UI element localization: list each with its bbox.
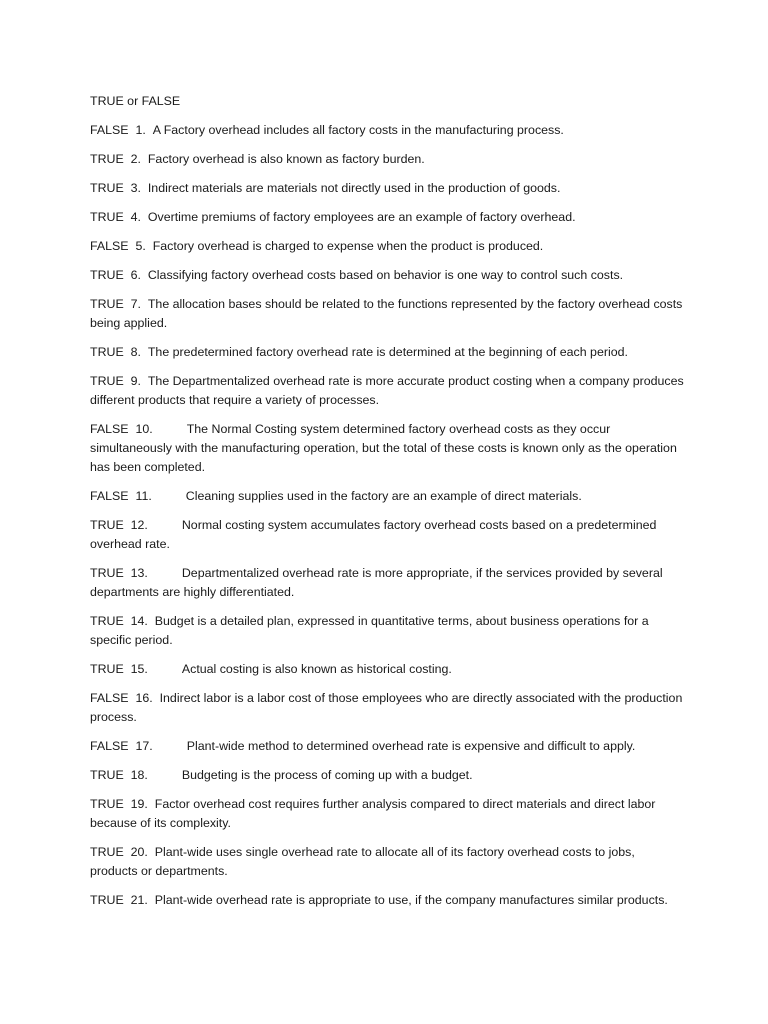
question-item xyxy=(90,121,685,140)
question-item xyxy=(90,150,685,169)
document-heading: TRUE or FALSE xyxy=(90,94,181,108)
answer-label: TRUE xyxy=(90,768,124,782)
question-statement: Plant-wide overhead rate is appropriate to use, if the company manufactures similar products. xyxy=(154,893,668,907)
answer-label: TRUE xyxy=(90,374,124,388)
question-number: 16. xyxy=(135,691,153,705)
question-statement: Classifying factory overhead costs based on behavior is one way to control such costs. xyxy=(147,268,624,282)
question-statement: The Departmentalized overhead rate is more accurate product costing when a company produces different products that require a variety of processes. xyxy=(90,374,684,407)
question-item xyxy=(90,660,685,679)
answer-label: TRUE xyxy=(90,210,124,224)
question-statement: Indirect materials are materials not directly used in the production of goods. xyxy=(147,181,561,195)
question-item xyxy=(90,179,685,198)
answer-label: TRUE xyxy=(90,662,124,676)
question-item xyxy=(90,891,685,910)
question-list xyxy=(90,121,685,910)
answer-label: TRUE xyxy=(90,797,124,811)
question-statement: Departmentalized overhead rate is more appropriate, if the services provided by several departments are highly differentiated. xyxy=(90,566,663,599)
question-statement: The Normal Costing system determined factory overhead costs as they occur simultaneously with the manufacturing operation, but the total of these costs is known only as the operation has been completed. xyxy=(90,422,677,474)
question-item xyxy=(90,343,685,362)
question-item xyxy=(90,737,685,756)
question-item xyxy=(90,795,685,833)
question-item xyxy=(90,372,685,410)
question-number: 7. xyxy=(130,297,141,311)
question-statement: A Factory overhead includes all factory costs in the manufacturing process. xyxy=(152,123,564,137)
question-number: 14. xyxy=(130,614,148,628)
question-statement: Cleaning supplies used in the factory are an example of direct materials. xyxy=(185,489,582,503)
question-item xyxy=(90,420,685,477)
question-statement: Plant-wide uses single overhead rate to allocate all of its factory overhead costs to jobs, products or departments. xyxy=(90,845,635,878)
question-number: 2. xyxy=(130,152,141,166)
question-number: 20. xyxy=(130,845,148,859)
question-item xyxy=(90,487,685,506)
question-item xyxy=(90,237,685,256)
question-number: 4. xyxy=(130,210,141,224)
question-statement: Budget is a detailed plan, expressed in quantitative terms, about business operations for a specific period. xyxy=(90,614,649,647)
question-number: 10. xyxy=(135,422,153,436)
answer-label: FALSE xyxy=(90,422,129,436)
question-number: 11. xyxy=(135,489,152,503)
answer-label: FALSE xyxy=(90,489,129,503)
question-number: 17. xyxy=(135,739,153,753)
question-item xyxy=(90,843,685,881)
question-number: 8. xyxy=(130,345,141,359)
answer-label: TRUE xyxy=(90,268,124,282)
question-statement: Factory overhead is also known as factory burden. xyxy=(147,152,425,166)
answer-label: TRUE xyxy=(90,845,124,859)
question-statement: Plant-wide method to determined overhead rate is expensive and difficult to apply. xyxy=(186,739,636,753)
answer-label: FALSE xyxy=(90,691,129,705)
question-statement: Factor overhead cost requires further analysis compared to direct materials and direct labor because of its complexity. xyxy=(90,797,656,830)
document-body xyxy=(90,92,685,920)
question-statement: The predetermined factory overhead rate is determined at the beginning of each period. xyxy=(147,345,628,359)
answer-label: TRUE xyxy=(90,152,124,166)
question-number: 18. xyxy=(130,768,148,782)
answer-label: TRUE xyxy=(90,614,124,628)
question-number: 19. xyxy=(130,797,148,811)
question-statement: Factory overhead is charged to expense when the product is produced. xyxy=(152,239,544,253)
answer-label: TRUE xyxy=(90,297,124,311)
question-number: 1. xyxy=(135,123,146,137)
question-number: 9. xyxy=(130,374,141,388)
question-item xyxy=(90,564,685,602)
answer-label: FALSE xyxy=(90,739,129,753)
question-number: 5. xyxy=(135,239,146,253)
answer-label: TRUE xyxy=(90,566,124,580)
question-item xyxy=(90,208,685,227)
question-item xyxy=(90,766,685,785)
question-statement: Budgeting is the process of coming up with a budget. xyxy=(181,768,473,782)
answer-label: FALSE xyxy=(90,239,129,253)
question-item xyxy=(90,266,685,285)
answer-label: TRUE xyxy=(90,893,124,907)
question-item xyxy=(90,689,685,727)
answer-label: FALSE xyxy=(90,123,129,137)
question-item xyxy=(90,612,685,650)
answer-label: TRUE xyxy=(90,518,124,532)
question-item xyxy=(90,295,685,333)
question-number: 13. xyxy=(130,566,148,580)
answer-label: TRUE xyxy=(90,345,124,359)
question-statement: Actual costing is also known as historical costing. xyxy=(181,662,452,676)
question-number: 15. xyxy=(130,662,148,676)
answer-label: TRUE xyxy=(90,181,124,195)
question-number: 6. xyxy=(130,268,141,282)
question-statement: Indirect labor is a labor cost of those employees who are directly associated with the production process. xyxy=(90,691,683,724)
question-number: 3. xyxy=(130,181,141,195)
question-number: 12. xyxy=(130,518,148,532)
question-statement: Overtime premiums of factory employees are an example of factory overhead. xyxy=(147,210,576,224)
question-item xyxy=(90,516,685,554)
question-statement: The allocation bases should be related to the functions represented by the factory overhead costs being applied. xyxy=(90,297,683,330)
question-number: 21. xyxy=(130,893,148,907)
question-statement: Normal costing system accumulates factory overhead costs based on a predetermined overhead rate. xyxy=(90,518,657,551)
